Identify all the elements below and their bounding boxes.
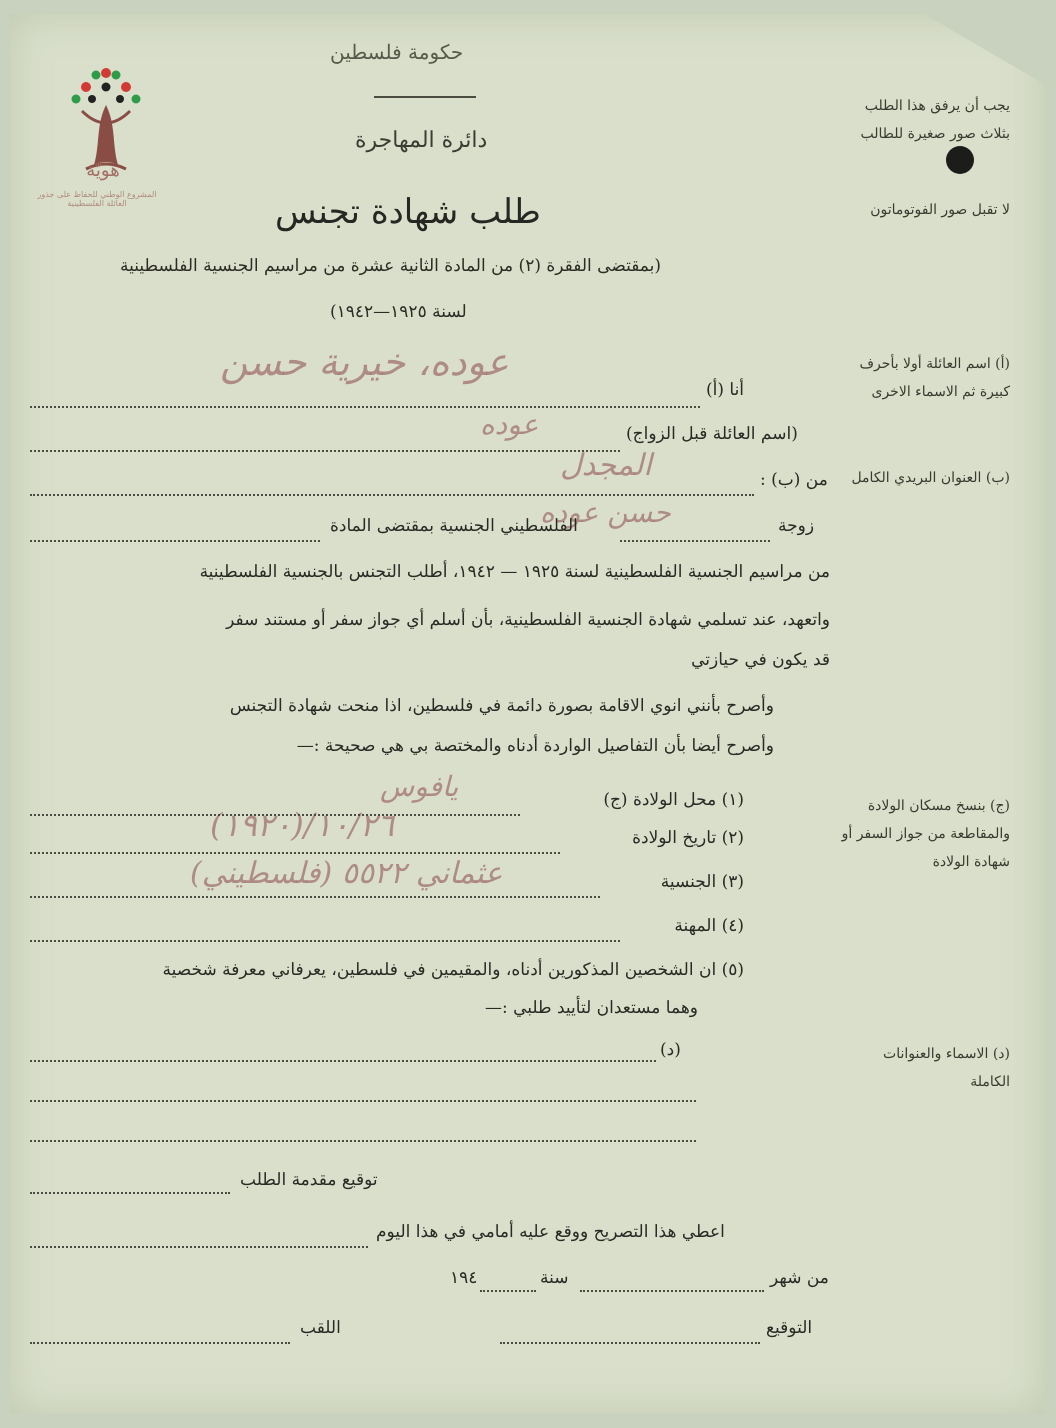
month-dots bbox=[580, 1290, 764, 1292]
line-maiden-label: (اسم العائلة قبل الزواج) bbox=[626, 424, 798, 444]
header-rule bbox=[374, 96, 476, 98]
ink-blot bbox=[946, 146, 974, 174]
note-b: (ب) العنوان البريدي الكامل bbox=[851, 470, 1010, 486]
department-name: دائرة المهاجرة bbox=[355, 128, 488, 153]
line-from-dots bbox=[30, 494, 754, 496]
paragraph-2: واتعهد، عند تسلمي شهادة الجنسية الفلسطينية، بأن أسلم أي جواز سفر أو مستند سفر bbox=[226, 610, 830, 630]
paragraph-4: وأصرح بأنني انوي الاقامة بصورة دائمة في فلسطين، اذا منحت شهادة التجنس bbox=[229, 696, 774, 716]
paragraph-1: من مراسيم الجنسية الفلسطينية لسنة ١٩٢٥ — ١٩٤٢، أطلب التجنس بالجنسية الفلسطينية bbox=[199, 562, 830, 582]
item-d-dots-2 bbox=[30, 1100, 696, 1102]
torn-corner bbox=[924, 14, 1044, 84]
signature-dots bbox=[500, 1342, 760, 1344]
line-from-label: من (ب) : bbox=[760, 470, 828, 490]
note-photomaton: لا تقبل صور الفوتوماتون bbox=[870, 202, 1010, 218]
handwritten-town: المجدل bbox=[560, 448, 652, 483]
item-birthplace-dots bbox=[30, 814, 520, 816]
applicant-signature-label: توقيع مقدمة الطلب bbox=[240, 1170, 378, 1190]
year-dots bbox=[480, 1290, 536, 1292]
line-a-label: أنا (أ) bbox=[706, 380, 745, 400]
form-title: طلب شهادة تجنس bbox=[275, 192, 541, 232]
note-photos: يجب أن يرفق هذا الطلب بثلاث صور صغيرة للطالب bbox=[860, 98, 1010, 142]
note-c: (ج) بنسخ مسكان الولادة والمقاطعة من جواز السفر أو شهادة الولادة bbox=[841, 798, 1010, 870]
line-a-dots bbox=[30, 406, 700, 408]
item-witnesses: (٥) ان الشخصين المذكورين أدناه، والمقيمين في فلسطين، يعرفاني معرفة شخصية bbox=[162, 960, 744, 980]
declaration-dots bbox=[30, 1246, 368, 1248]
logo-title: هويّة bbox=[86, 160, 120, 181]
item-witnesses-cont: وهما مستعدان لتأييد طلبي :— bbox=[485, 998, 698, 1018]
year-label: سنة bbox=[540, 1268, 569, 1288]
line-wife-dots-2 bbox=[30, 540, 320, 542]
government-header: حكومة فلسطين bbox=[330, 40, 464, 64]
year-value: ١٩٤ bbox=[450, 1268, 478, 1288]
item-profession: (٤) المهنة bbox=[674, 916, 744, 936]
form-year-range: لسنة ١٩٢٥—١٩٤٢) bbox=[330, 302, 467, 322]
form-subtitle: (بمقتضى الفقرة (٢) من المادة الثانية عشرة من مراسيم الجنسية الفلسطينية bbox=[120, 256, 661, 276]
note-a: (أ) اسم العائلة أولا بأحرف كبيرة ثم الاسماء الاخرى bbox=[859, 356, 1010, 400]
paragraph-3: قد يكون في حيازتي bbox=[691, 650, 830, 670]
month-label: من شهر bbox=[770, 1268, 829, 1288]
logo-caption: المشروع الوطني للحفاظ على جذور العائلة الفلسطينية bbox=[37, 190, 157, 208]
item-d-dots-1 bbox=[30, 1060, 656, 1062]
title-label: اللقب bbox=[300, 1318, 341, 1338]
item-profession-dots bbox=[30, 940, 620, 942]
handwritten-birthdate: ١٠/٢٦/(١٩٢٠) bbox=[210, 806, 395, 844]
line-maiden-dots bbox=[30, 450, 620, 452]
handwritten-husband: حسن عوده bbox=[540, 496, 671, 529]
item-d-dots-3 bbox=[30, 1140, 696, 1142]
applicant-signature-dots bbox=[30, 1192, 230, 1194]
item-nationality-dots bbox=[30, 896, 600, 898]
signature-label: التوقيع bbox=[766, 1318, 813, 1338]
line-wife-tail: الفلسطيني الجنسية بمقتضى المادة bbox=[330, 516, 578, 536]
note-d: (د) الاسماء والعنوانات الكاملة bbox=[883, 1046, 1010, 1090]
handwritten-birthplace: يافوس bbox=[380, 770, 459, 803]
handwritten-name: عوده، خيرية حسن bbox=[220, 340, 509, 384]
handwritten-maiden-name: عوده bbox=[480, 408, 539, 441]
line-wife-label: زوجة bbox=[778, 516, 815, 536]
item-d-label: (د) bbox=[660, 1040, 681, 1060]
declaration-text: اعطي هذا التصريح ووقع عليه أمامي في هذا اليوم bbox=[376, 1222, 725, 1242]
item-birthdate-dots bbox=[30, 852, 560, 854]
handwritten-nationality: عثماني ٥٥٢٢ (فلسطيني) bbox=[190, 856, 503, 891]
paragraph-5: وأصرح أيضا بأن التفاصيل الواردة أدناه والمختصة بي هي صحيحة :— bbox=[296, 736, 774, 756]
title-dots bbox=[30, 1342, 290, 1344]
item-birthdate: (٢) تاريخ الولادة bbox=[632, 828, 744, 848]
item-nationality: (٣) الجنسية bbox=[660, 872, 744, 892]
item-birthplace: (١) محل الولادة (ج) bbox=[603, 790, 744, 810]
line-wife-dots-1 bbox=[620, 540, 770, 542]
